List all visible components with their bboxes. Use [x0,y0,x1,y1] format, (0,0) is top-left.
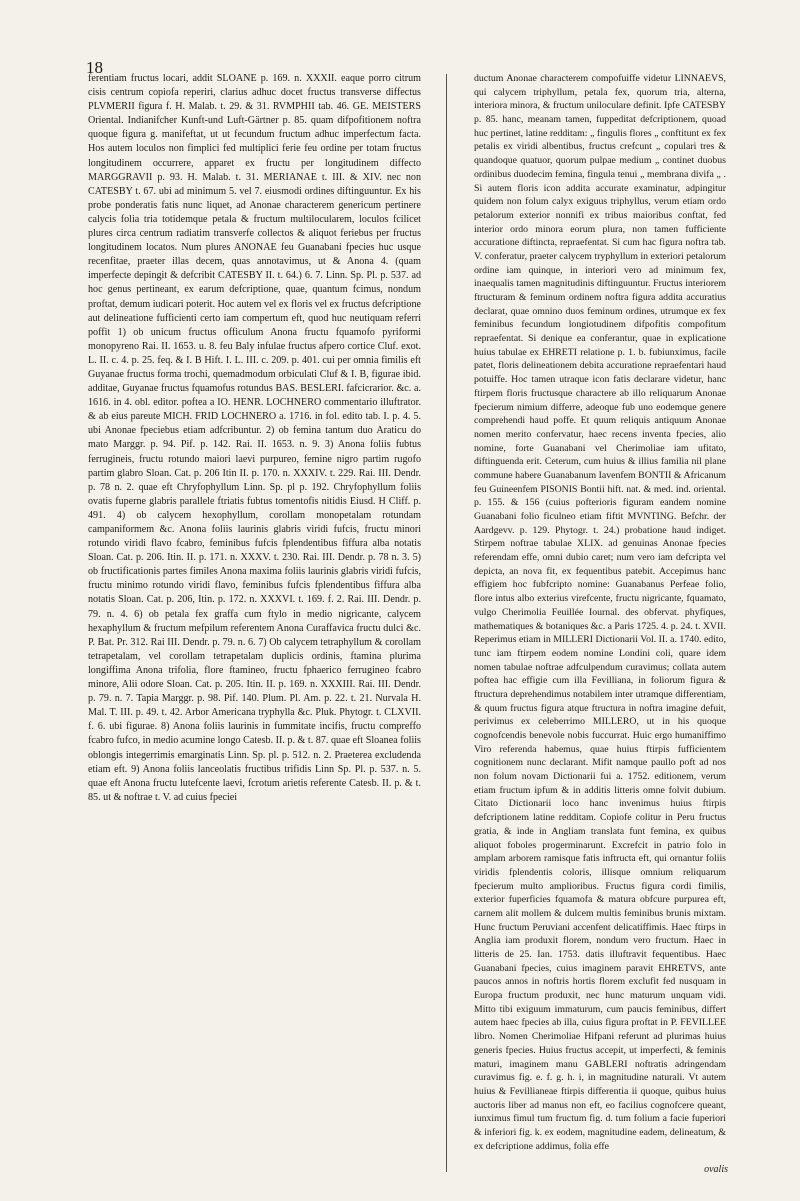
right-column [474,72,726,1153]
catchword: ovalis [704,1164,728,1175]
left-column [88,72,421,805]
left-column-text: ferentiam fructus locari, addit SLOANE p. 169. n. XXXII. eaque porro citrum cisis centrum copiofa reperiri, clarius adhuc docet fructus transverse diffectus PLVMERII figura f. H. Malab. t. 29. & 31. RVMPHII tab. 46. GE. MEISTERS Oriental. Indianifcher Kunft-und Luft-Gärtner p. 85. quam difpofitionem noftra quoque figura g. manifeftat, ut ut fecundum fructum adhuc imperfectum facta. Hos autem loculos non fimplici fed multiplici ferie feu ordine per totam fructus longitudinem occurrere, apparet ex fructu per longitudinem diffecto MARGGRAVII p. 93. H. Malab. t. 31. MERIANAE t. III. & XIV. nec non CATESBY t. 67. ubi ad minimum 5. vel 7. eiusmodi ordines diftinguuntur. Ex his probe ponderatis fatis nunc liquet, ad Anonae characterem genericum pertinere calycis folia tria totidemque petala & fructum multilocularem, loculos fcilicet plures circa centrum radiatim transverfe collectos & aliquot feriebus per fructus longitudinem locatos. Num plures ANONAE feu Guanabani fpecies huc usque recenfitae, praeter illas decem, quas annotavimus, ut & Anona 4. (quam imperfecte depingit & defcribit CATESBY II. t. 64.) 6. 7. Linn. Sp. Pl. p. 537. ad hoc genus pertineant, ex earum defcriptione, quae, quantum fcimus, nondum proftat, demum iudicari poterit. Hoc autem vel ex floris vel ex fructus defcriptione aut delineatione fufficienti certo iam compertum eft, quod huc neutiquam referri poffit 1) ob unicum fructus officulum Anona fructu fquamofo pyriformi monopyreno Rai. II. 1653. u. 8. feu Baly infulae fructus afpero cortice Cluf. exot. L. II. c. 4. p. 25. feq. & I. B Hift. I. L. III. c. 209. p. 401. cui per omnia fimilis eft Guyanae fructus forma trochi, quemadmodum orbiculati Cluf & I. B, figurae ibid. additae, Guyanae fructus fquamofus rotundus BAS. BESLERI. fafcicrarior. &c. a. 1616. in 4. obl. editor. poftea a IO. HENR. LOCHNERO commentario illuftrator. & ab eius pareute MICH. FRID LOCHNERO a. 1716. in fol. edito tab. I. p. 4. 5. ubi Anonae fpeciebus etiam adfcribuntur. 2) ob femina tantum duo Araticu do mato Marggr. p. 94. Pif. p. 142. Rai. II. 1653. n. 9. 3) Anona foliis fubtus ferrugineis, fructu rotundo maiori laevi purpureo, femine nigro partim rugofo partim glabro Sloan. Cat. p. 206 Itin II. p. 170. n. XXXIV. t. 229. Rai. III. Dendr. p. 78 n. 2. quae eft Chryfophyllum Linn. Sp. pl p. 192. Chryfophyllum foliis ovatis fuperne glabris parallele ftriatis fubtus tomentofis nitidis Eiusd. H Cliff. p. 491. 4) ob calycem hexophyllum, corollam monopetalam rotundam campaniformem &c. Anona foliis laurinis glabris viridi fufcis, fructu minori rotundo viridi flavo fcabro, feminibus fufcis fplendentibus fiffura alba notatis Sloan. Cat. p. 206. Itin. II. p. 171. n. XXXV. t. 230. Rai. III. Dendr. p. 78 n. 3. 5) ob fructificationis partes fimiles Anona maxima foliis laurinis glabris viridi fufcis, fructu minimo rotundo viridi flavo, feminibus fufcis fplendentibus fiffura alba notatis Sloan. Cat. p. 206, Itin. p. 172. n. XXXVI. t. 169. f. 2. Rai. III. Dendr. p. 79. n. 4. 6) ob petala fex graffa cum ftylo in medio nigricante, calycem hexaphyllum & fructum mefpilum referentem Anona Curaffavica fructu dulci &c. P. Bat. Pr. 312. Rai III. Dendr. p. 79. n. 6. 7) Ob calycem tetraphyllum & corollam tetrapetalam, vel corollam tetrapetalam duplicis ordinis, ftamina plurima longiffima Anona trifolia, flore ftamineo, fructu fphaerico ferrugineo fcabro minore, Alii odore Sloan. Cat. p. 205. Itin. II. p. 169. n. XXXIII. Rai. III. Dendr. p. 79. n. 7. Tapia Marggr. p. 98. Pif. 140. Plum. Pl. Am. p. 22. t. 21. Nurvala H. Mal. T. III. p. 49. t. 42. Arbor Americana tryphylla &c. Pluk. Phytogr. t. CLXVII. f. 6. ubi figurae. 8) Anona foliis laurinis in fummitate incifis, fructu compreffo fcabro fufco, in medio acuminе longo Catesb. II. p. & t. 87. quae eft Sloanea foliis oblongis integerrimis emarginatis Linn. Sp. pl. p. 512. n. 2. Praeterea excludenda etiam eft. 9) Anona foliis lanceolatis fructibus trifidis Linn Sp. Pl. p. 537. n. 5. quae eft Anona fructu lutefcente laevi, fcrotum arietis referente Catesb. II. p. & t. 85. ut & noftrae t. V. ad cuius fpeciei [88,73,421,803]
column-divider [446,74,447,1172]
page-number: 18 [86,58,103,77]
right-column-text: ductum Anonae characterem compofuiffe videtur LINNAEVS, qui calycem triphyllum, petala fex, quorum tria, alterna, interiora minora, & fructum uniloculare definit. Ipfe CATESBY p. 85. hanc, meanam tamen, fuppeditat defcriptionem, quoad huc pertinet, latine redditam: „ fingulis flores „ conftitunt ex fex petalis ex viridi albentibus, fructus crefcunt „ copulari tres & quandoque quatuor, quorum pulpae medium „ continet duobus ordinibus duodecim femina, fingula tenui „ membrana divifa „ . Si autem floris icon addita accurate examinatur, adpingitur quidem non folum calyx exiguus triphyllus, verum etiam ordo petalorum exterior nonnifi ex tribus maioribus conftat, fed interior ordo minora eorum plura, non tamen fufficiente accuratione diftincta, repraefentat. Si cum hac figura noftra tab. V. conferatur, praeter calycem tryphyllum in exteriori petalorum ordine iam quinque, in interiori vero ad minimum fex, inaequalis tamen magnitudinis diftinguuntur. Fructus interiorem ftructuram & feminum ordinem noftra figura addita accuratius declarat, quae omnino duos feminum ordines, utrumque ex fex feminibus fecundum longiotudinem difpofitis compofitum repraefentat. Si denique ea conferantur, quae in explicatione huius tabulae ex EHRETI relatione p. 1. b. fubiunximus, facile patet, floris delineationem debita accuratione repraefentari haud potuiffe. Hoc tamen utraque icon fatis declarare videtur, hanc ftirpem floris fructusque charactere ab illo reliquarum Anonae fpecierum nimium differre, adeoque fub uno eodemque genere comprehendi haud poffe. Et quum reliquis antiquum Anonae nomen merito confervatur, haec recens inventa fpecies, alio nomine, forte Guanabani vel Cherimoliae iam ufitato, diftinguenda erit. Ceterum, cum huius & illius familia nil plane commune habere Guanabanum Iavenfem BONTII & Africanum feu Guineenfem PISONIS Bontii hift. nat. & med. ind. oriental. p. 155. & 156 (cuius pofterioris figuram eandem nomine Guanabani folio ficulneo etiam fiftit MVNTING. Befchr. der Aardgevv. p. 129. Phytogr. t. 24.) probatione haud indiget. Stirpem noftrae tabulae XLIX. ad genuinas Anonae fpecies referendam effe, omni dubio caret; num vero iam defcripta vel depicta, an nova fit, ex fequentibus patebit. Accepimus hanc effigiem hoc fubfcripto nomine: Guanabanus Perfeae folio, flore intus albo exterius virefcente, fructu nigricante, fquamato, vulgo Cherimolia Feuillée Iournal. des obfervat. phyfiques, mathematiques & botaniques &c. a Paris 1725. 4. p. 24. t. XVII. Reperimus etiam in MILLERI Dictionarii Vol. II. a. 1740. edito, tunc iam ftirpem eodem nomine Londini coli, quare idem nomen tabulae noftrae adfculpendum curavimus; collata autem poftea hac effigie cum illa Fevilliana, in foliorum figura & ftructura deprehendimus notabilem inter utramque differentiam, & quum fructus figura atque ftructura in noftra imagine defuit, perivimus ex celeberrimo MILLERO, ut in his quoque cognofcendis benevole nobis fuccurrat. Huic ergo humaniffimo Viro referenda habemus, quae huius ftirpis fufficientem cognitionem nunc declarant. Mifit namque paullo poft ad nos non folum novam Dictionarii fui a. 1752. editionem, verum etiam fructum ipfum & in additis litteris omne folvit dubium. Citato Dictionarii loco hanc invenimus huius ftirpis defcriptionem latine redditam. Copiofe colitur in Peru fructus gratia, & inde in Angliam translata funt femina, ex quibus aliquot fobolеs progerminarunt. Excrefcit in patrio folo in amplam arborem ramisque fatis inftructa eft, qui ornantur foliis viridis fplendentis coloris, illisque omnium reliquarum fpecierum multo amplioribus. Fructus figura cordi fimilis, exterior fuperficies fquamofa & matura obfcure purpurea eft, carnem alit mollem & dulcem multis feminibus brunis mixtam. Hunc fructum Peruviani accenfent delicatiffimis. Haec ftirps in Anglia iam produxit florem, nondum vero fructum. Haec in litteris de 25. Ian. 1753. datis illuftravit fequentibus. Haec Guanabani fpecies, cuius imaginem paravit EHRETVS, ante paucos annos in noftris hortis florem exclufit fed nusquam in Europa fructum produxit, nec hunc maturum unquam vidi. Mitto tibi exiguum immaturum, cum paucis feminibus, differt autem haec fpecies ab illa, cuius figura proftat in P. FEVILLEE libro. Nomen Cherimoliae Hifpani referunt ad plurimas huius generis fpecies. Huius fructus accepit, ut imperfecti, & feminis maturi, imaginem manu GABLERI noftratis adringendam curavimus fig. e. f. g. h. i, in magnitudine naturali. Vt autem huius & Fevillianeae ftirpis differentia ii quoque, quibus huius auctoris liber ad manus non eft, eo facilius cognofcere queant, iunximus fimul tum fructum fig. d. tum folium a facie fuperiori & inferiori fig. k. ex eodem, magnitudine eadem, delineatum, & ex defcriptione addimus, folia effe [474,73,726,1152]
